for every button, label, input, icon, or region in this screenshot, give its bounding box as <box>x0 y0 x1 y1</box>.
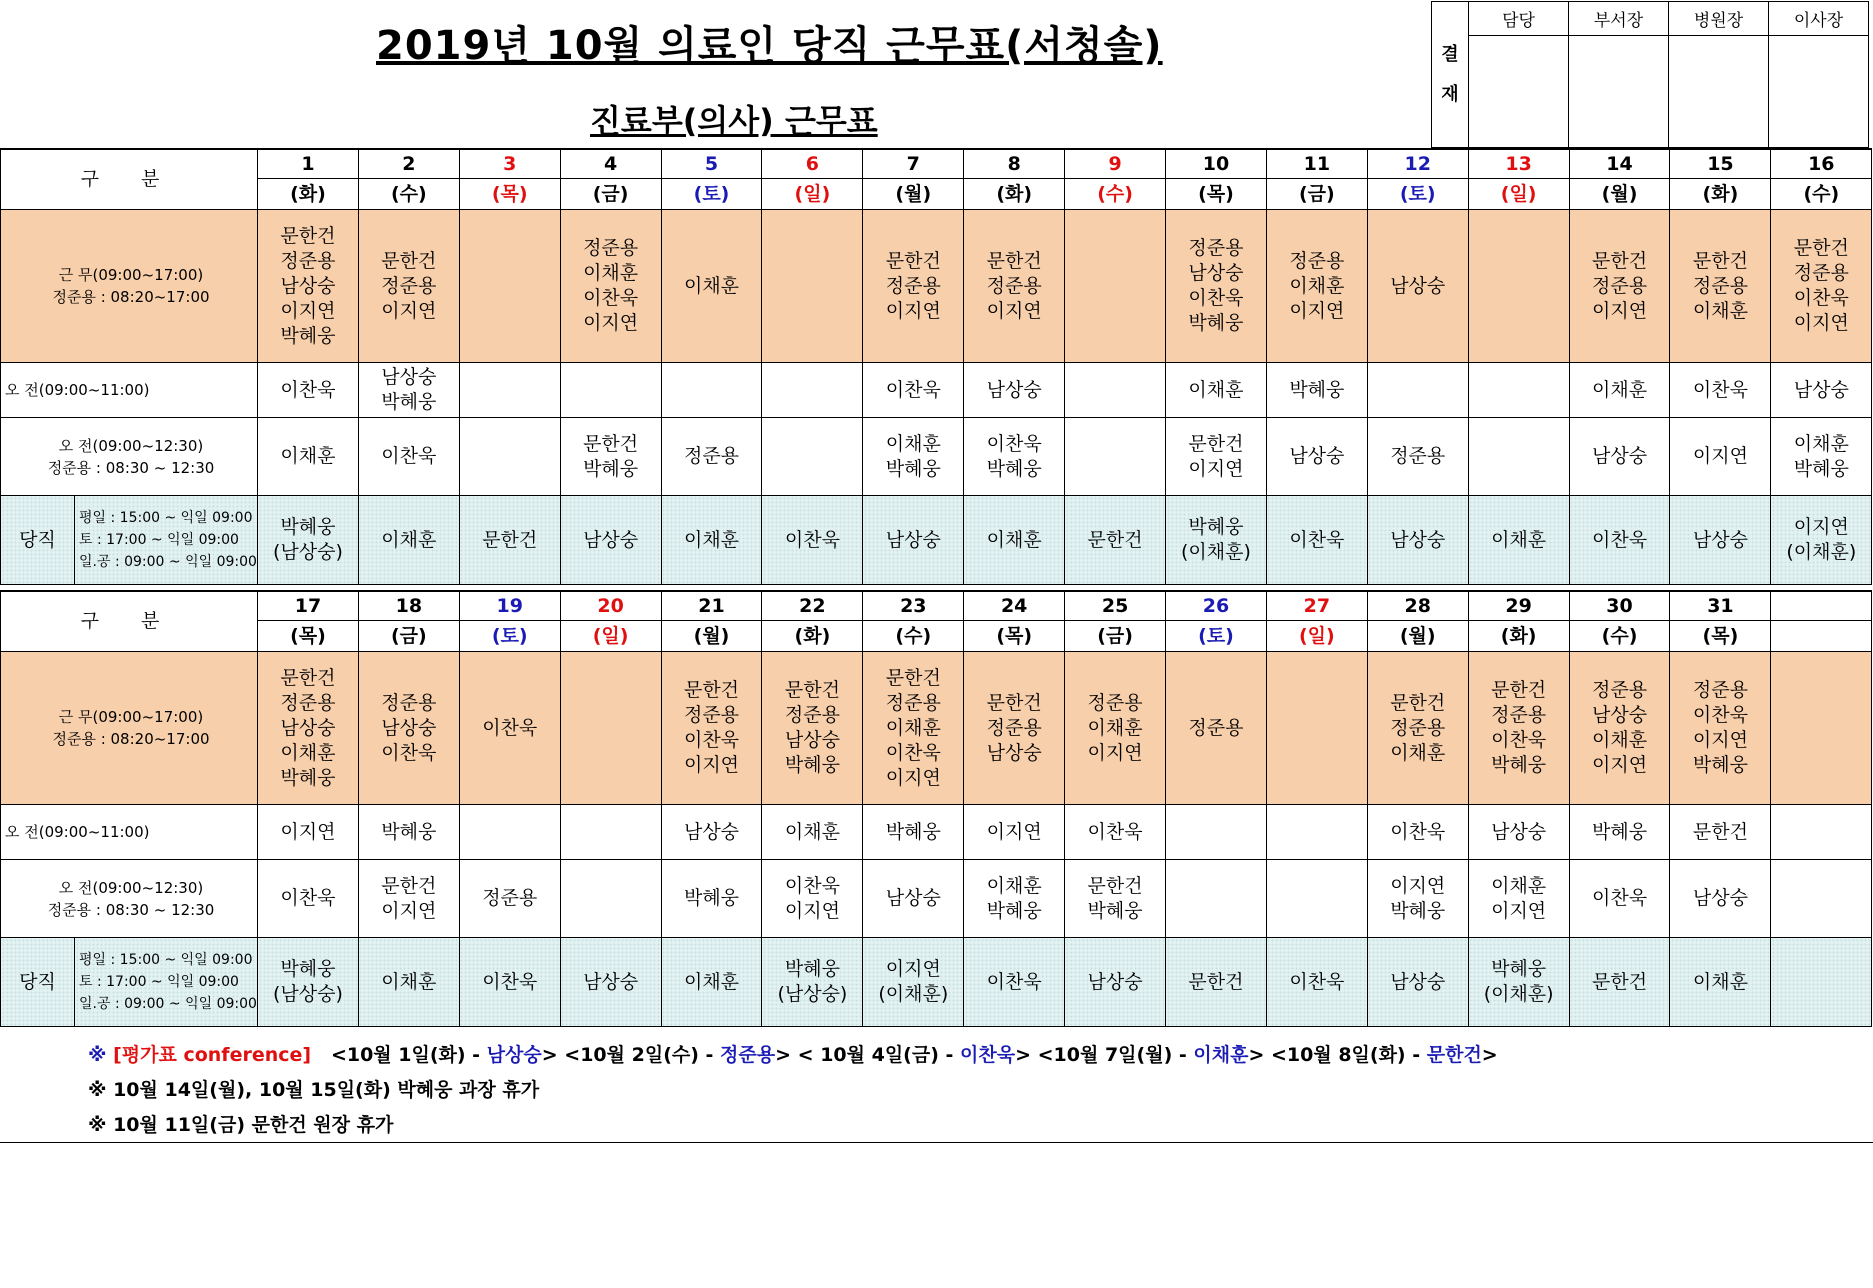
schedule-cell: 정준용 <box>459 860 560 938</box>
schedule-cell: 문한건 정준용 남상숭 이채훈 박혜웅 <box>258 652 359 805</box>
day-number: 22 <box>762 591 863 621</box>
day-of-week: (월) <box>661 621 762 652</box>
schedule-cell: 정준용 남상숭 이채훈 이지연 <box>1569 652 1670 805</box>
day-of-week: (수) <box>863 621 964 652</box>
day-number: 20 <box>560 591 661 621</box>
row-label-duty-time: 일.공 : 09:00 ~ 익일 09:00 <box>79 554 257 570</box>
approval-header: 부서장 <box>1569 2 1669 36</box>
schedule-cell <box>1065 363 1166 418</box>
day-of-week: (일) <box>1266 621 1367 652</box>
note-conference-date: <10월 2일(수) - <box>564 1044 721 1066</box>
note-vacation-2: ※ 10월 11일(금) 문한건 원장 휴가 <box>88 1114 394 1136</box>
duty-cell: 남상숭 <box>1065 938 1166 1027</box>
schedule-cell: 문한건 정준용 이지연 <box>358 210 459 363</box>
note-conference-name: 이찬욱 <box>960 1044 1016 1066</box>
schedule-cell: 문한건 정준용 남상숭 박혜웅 <box>762 652 863 805</box>
approval-label <box>1432 2 1469 148</box>
day-of-week: (수) <box>1065 179 1166 210</box>
schedule-cell <box>459 805 560 860</box>
day-of-week <box>1771 621 1872 652</box>
schedule-cell: 이채훈 <box>762 805 863 860</box>
day-number: 29 <box>1468 591 1569 621</box>
note-conference-name: 남상숭 <box>486 1044 542 1066</box>
day-of-week: (월) <box>1569 179 1670 210</box>
schedule-cell: 남상숭 <box>1670 860 1771 938</box>
schedule-cell: 이채훈 <box>661 210 762 363</box>
schedule-cell: 이지연 <box>1670 418 1771 496</box>
duty-cell: 이채훈 <box>661 496 762 585</box>
duty-cell: 이찬욱 <box>762 496 863 585</box>
note-conference-date: <10월 1일(화) - <box>330 1044 487 1066</box>
page-subtitle: 진료부(의사) 근무표 <box>590 102 878 140</box>
schedule-cell: 이찬욱 <box>1670 363 1771 418</box>
schedule-week-2 <box>0 590 1872 1027</box>
day-of-week: (일) <box>1468 179 1569 210</box>
day-number: 13 <box>1468 149 1569 179</box>
duty-cell: 이찬욱 <box>1266 938 1367 1027</box>
day-number: 2 <box>358 149 459 179</box>
schedule-cell: 이찬욱 <box>1065 805 1166 860</box>
schedule-cell: 박혜웅 <box>1266 363 1367 418</box>
note-conference-date: < 10월 4일(금) - <box>797 1044 961 1066</box>
duty-cell: 이찬욱 <box>964 938 1065 1027</box>
row-label-work-sub: 정준용 : 08:20~17:00 <box>52 288 210 306</box>
duty-cell: 이찬욱 <box>459 938 560 1027</box>
day-of-week: (화) <box>258 179 359 210</box>
day-of-week: (화) <box>1468 621 1569 652</box>
schedule-week-1 <box>0 148 1872 585</box>
schedule-cell: 이채훈 박혜웅 <box>1771 418 1872 496</box>
duty-cell: 문한건 <box>459 496 560 585</box>
duty-cell: 이채훈 <box>1670 938 1771 1027</box>
schedule-cell: 문한건 정준용 이채훈 <box>1670 210 1771 363</box>
duty-cell: 문한건 <box>1065 496 1166 585</box>
day-number: 11 <box>1266 149 1367 179</box>
day-of-week: (화) <box>1670 179 1771 210</box>
schedule-cell: 이찬욱 <box>258 860 359 938</box>
row-label-duty-times <box>75 938 258 1027</box>
schedule-cell <box>1771 805 1872 860</box>
schedule-cell: 박혜웅 <box>661 860 762 938</box>
schedule-cell: 정준용 <box>1367 418 1468 496</box>
row-label-duty-time: 평일 : 15:00 ~ 익일 09:00 <box>79 952 253 968</box>
schedule-cell: 남상숭 <box>1771 363 1872 418</box>
schedule-cell: 정준용 이채훈 이지연 <box>1065 652 1166 805</box>
schedule-cell <box>1771 860 1872 938</box>
day-of-week: (일) <box>762 179 863 210</box>
day-number: 21 <box>661 591 762 621</box>
day-number: 5 <box>661 149 762 179</box>
schedule-cell: 정준용 이찬욱 이지연 박혜웅 <box>1670 652 1771 805</box>
day-number: 30 <box>1569 591 1670 621</box>
row-label-am2 <box>1 418 258 496</box>
schedule-cell: 문한건 정준용 이지연 <box>1569 210 1670 363</box>
duty-cell: 박혜웅 (남상숭) <box>258 496 359 585</box>
schedule-cell <box>1367 363 1468 418</box>
duty-cell: 문한건 <box>1569 938 1670 1027</box>
duty-cell: 이채훈 <box>964 496 1065 585</box>
note-conference <box>88 1040 1498 1067</box>
row-label-duty-time: 일.공 : 09:00 ~ 익일 09:00 <box>79 996 257 1012</box>
schedule-cell: 이찬욱 <box>1569 860 1670 938</box>
schedule-cell <box>1065 210 1166 363</box>
day-number: 3 <box>459 149 560 179</box>
day-number: 31 <box>1670 591 1771 621</box>
schedule-cell: 문한건 박혜웅 <box>560 418 661 496</box>
approval-label-bottom: 재 <box>1441 83 1459 105</box>
schedule-cell: 이찬욱 <box>1367 805 1468 860</box>
schedule-cell: 남상숭 <box>863 860 964 938</box>
duty-cell: 남상숭 <box>1670 496 1771 585</box>
schedule-cell: 이채훈 이지연 <box>1468 860 1569 938</box>
schedule-cell: 이채훈 박혜웅 <box>964 860 1065 938</box>
duty-cell: 이채훈 <box>358 496 459 585</box>
page-title: 2019년 10월 의료인 당직 근무표(서청솔) <box>376 23 1163 69</box>
row-label-duty: 당직 <box>1 496 75 585</box>
schedule-cell: 정준용 남상숭 이찬욱 <box>358 652 459 805</box>
schedule-cell: 정준용 <box>661 418 762 496</box>
schedule-cell <box>762 210 863 363</box>
day-number: 14 <box>1569 149 1670 179</box>
note-vacation-1: ※ 10월 14일(월), 10월 15일(화) 박혜웅 과장 휴가 <box>88 1079 540 1101</box>
approval-signature-cell[interactable] <box>1769 36 1869 148</box>
approval-header: 담당 <box>1469 2 1569 36</box>
schedule-cell <box>661 363 762 418</box>
schedule-cell: 이찬욱 <box>258 363 359 418</box>
day-of-week: (화) <box>762 621 863 652</box>
schedule-cell: 이채훈 <box>258 418 359 496</box>
row-label-work-main: 근 무(09:00~17:00) <box>58 708 204 726</box>
day-number: 6 <box>762 149 863 179</box>
schedule-cell <box>459 363 560 418</box>
day-of-week: (목) <box>459 179 560 210</box>
day-of-week: (월) <box>1367 621 1468 652</box>
duty-cell: 박혜웅 (남상숭) <box>762 938 863 1027</box>
approval-signature-cell[interactable] <box>1669 36 1769 148</box>
note-conference-name: 정준용 <box>720 1044 776 1066</box>
schedule-cell: 남상숭 <box>964 363 1065 418</box>
schedule-cell: 박혜웅 <box>863 805 964 860</box>
schedule-cell: 문한건 정준용 이채훈 <box>1367 652 1468 805</box>
day-number: 19 <box>459 591 560 621</box>
duty-cell: 박혜웅 (이채훈) <box>1468 938 1569 1027</box>
day-number: 7 <box>863 149 964 179</box>
row-label-am1-main: 오 전(09:00~11:00) <box>5 823 150 841</box>
duty-cell: 이찬욱 <box>1569 496 1670 585</box>
day-of-week: (목) <box>964 621 1065 652</box>
schedule-cell <box>1166 860 1267 938</box>
duty-cell: 이지연 (이채훈) <box>863 938 964 1027</box>
day-of-week: (목) <box>1166 179 1267 210</box>
day-of-week: (금) <box>358 621 459 652</box>
day-of-week: (금) <box>1065 621 1166 652</box>
schedule-cell: 문한건 이지연 <box>358 860 459 938</box>
duty-cell: 남상숭 <box>560 938 661 1027</box>
note-conference-close: > <box>775 1044 792 1066</box>
schedule-cell: 문한건 정준용 남상숭 이지연 박혜웅 <box>258 210 359 363</box>
day-number: 25 <box>1065 591 1166 621</box>
row-label-am1-main: 오 전(09:00~11:00) <box>5 381 150 399</box>
row-label-duty: 당직 <box>1 938 75 1027</box>
schedule-cell: 이찬욱 <box>358 418 459 496</box>
day-of-week: (월) <box>863 179 964 210</box>
day-of-week: (일) <box>560 621 661 652</box>
schedule-cell: 이찬욱 박혜웅 <box>964 418 1065 496</box>
schedule-cell <box>1266 652 1367 805</box>
schedule-cell <box>1065 418 1166 496</box>
row-label-duty-time: 토 : 17:00 ~ 익일 09:00 <box>79 974 239 990</box>
schedule-cell <box>560 805 661 860</box>
day-of-week: (금) <box>1266 179 1367 210</box>
day-number: 4 <box>560 149 661 179</box>
row-label-duty-time: 평일 : 15:00 ~ 익일 09:00 <box>79 510 253 526</box>
duty-cell: 남상숭 <box>1367 938 1468 1027</box>
schedule-cell: 문한건 정준용 이지연 <box>964 210 1065 363</box>
day-number: 26 <box>1166 591 1267 621</box>
schedule-cell: 정준용 이채훈 이찬욱 이지연 <box>560 210 661 363</box>
schedule-cell <box>459 418 560 496</box>
day-number: 16 <box>1771 149 1872 179</box>
row-label-work <box>1 210 258 363</box>
schedule-cell: 문한건 박혜웅 <box>1065 860 1166 938</box>
duty-cell: 이채훈 <box>1468 496 1569 585</box>
schedule-cell: 정준용 남상숭 이찬욱 박혜웅 <box>1166 210 1267 363</box>
duty-cell: 박혜웅 (이채훈) <box>1166 496 1267 585</box>
approval-header: 병원장 <box>1669 2 1769 36</box>
note-conference-date: <10월 8일(화) - <box>1270 1044 1427 1066</box>
bottom-divider <box>0 1142 1873 1143</box>
duty-cell: 남상숭 <box>1367 496 1468 585</box>
day-of-week: (토) <box>1367 179 1468 210</box>
schedule-cell: 남상숭 박혜웅 <box>358 363 459 418</box>
note-conference-name: 문한건 <box>1426 1044 1482 1066</box>
note-conference-close: > <box>541 1044 558 1066</box>
schedule-cell <box>1468 210 1569 363</box>
day-of-week: (수) <box>358 179 459 210</box>
schedule-cell: 이지연 <box>258 805 359 860</box>
schedule-cell <box>560 860 661 938</box>
approval-signature-cell[interactable] <box>1469 36 1569 148</box>
schedule-cell: 문한건 정준용 이채훈 이찬욱 이지연 <box>863 652 964 805</box>
day-of-week: (목) <box>258 621 359 652</box>
day-number: 1 <box>258 149 359 179</box>
schedule-cell: 문한건 정준용 이찬욱 이지연 <box>661 652 762 805</box>
schedule-cell: 문한건 <box>1670 805 1771 860</box>
row-label-am2-sub: 정준용 : 08:30 ~ 12:30 <box>47 900 215 919</box>
schedule-cell <box>762 418 863 496</box>
duty-cell: 남상숭 <box>560 496 661 585</box>
schedule-cell <box>1468 363 1569 418</box>
duty-cell: 박혜웅 (남상숭) <box>258 938 359 1027</box>
row-label-gubun: 구 분 <box>1 149 258 210</box>
schedule-cell: 이채훈 <box>1166 363 1267 418</box>
approval-box <box>1431 1 1869 148</box>
row-label-duty-time: 토 : 17:00 ~ 익일 09:00 <box>79 532 239 548</box>
row-label-am2-main: 오 전(09:00~12:30) <box>58 878 204 897</box>
note-conference-label: [평가표 conference] <box>113 1044 312 1066</box>
day-number: 9 <box>1065 149 1166 179</box>
schedule-cell: 이지연 <box>964 805 1065 860</box>
schedule-cell <box>1468 418 1569 496</box>
duty-cell: 이채훈 <box>358 938 459 1027</box>
duty-cell: 남상숭 <box>863 496 964 585</box>
day-of-week: (토) <box>661 179 762 210</box>
schedule-cell: 정준용 <box>1166 652 1267 805</box>
schedule-cell <box>1166 805 1267 860</box>
day-number: 18 <box>358 591 459 621</box>
schedule-cell: 이찬욱 이지연 <box>762 860 863 938</box>
schedule-cell <box>560 652 661 805</box>
schedule-cell: 남상숭 <box>1569 418 1670 496</box>
duty-cell <box>1771 938 1872 1027</box>
day-of-week: (토) <box>459 621 560 652</box>
note-conference-close: > <box>1481 1044 1498 1066</box>
schedule-cell: 박혜웅 <box>358 805 459 860</box>
note-mark: ※ <box>88 1044 114 1066</box>
schedule-cell: 남상숭 <box>1468 805 1569 860</box>
schedule-cell: 이채훈 박혜웅 <box>863 418 964 496</box>
schedule-cell: 문한건 이지연 <box>1166 418 1267 496</box>
note-conference-close: > <box>1248 1044 1265 1066</box>
row-label-am2 <box>1 860 258 938</box>
schedule-cell <box>1771 652 1872 805</box>
duty-cell: 이채훈 <box>661 938 762 1027</box>
approval-label-top: 결 <box>1441 43 1459 65</box>
day-of-week: (목) <box>1670 621 1771 652</box>
day-of-week: (토) <box>1166 621 1267 652</box>
row-label-am2-main: 오 전(09:00~12:30) <box>58 436 204 455</box>
day-number: 15 <box>1670 149 1771 179</box>
day-of-week: (금) <box>560 179 661 210</box>
row-label-am1 <box>1 805 258 860</box>
schedule-cell: 이채훈 <box>1569 363 1670 418</box>
schedule-cell: 문한건 정준용 이찬욱 이지연 <box>1771 210 1872 363</box>
day-number: 8 <box>964 149 1065 179</box>
row-label-duty-times <box>75 496 258 585</box>
schedule-cell: 정준용 이채훈 이지연 <box>1266 210 1367 363</box>
row-label-work-main: 근 무(09:00~17:00) <box>58 266 204 284</box>
day-number: 17 <box>258 591 359 621</box>
schedule-cell: 이지연 박혜웅 <box>1367 860 1468 938</box>
note-conference-close: > <box>1015 1044 1031 1066</box>
day-of-week: (화) <box>964 179 1065 210</box>
schedule-cell: 문한건 정준용 남상숭 <box>964 652 1065 805</box>
note-conference-date: <10월 7일(월) - <box>1037 1044 1194 1066</box>
row-label-gubun: 구 분 <box>1 591 258 652</box>
schedule-cell: 남상숭 <box>1266 418 1367 496</box>
schedule-cell <box>1266 805 1367 860</box>
duty-cell: 문한건 <box>1166 938 1267 1027</box>
schedule-cell: 문한건 정준용 이지연 <box>863 210 964 363</box>
approval-signature-cell[interactable] <box>1569 36 1669 148</box>
note-conference-items <box>331 1044 1498 1066</box>
duty-cell: 이지연 (이채훈) <box>1771 496 1872 585</box>
row-label-work-sub: 정준용 : 08:20~17:00 <box>52 730 210 748</box>
day-number: 23 <box>863 591 964 621</box>
day-number: 28 <box>1367 591 1468 621</box>
day-number: 27 <box>1266 591 1367 621</box>
approval-header: 이사장 <box>1769 2 1869 36</box>
note-conference-name: 이채훈 <box>1193 1044 1249 1066</box>
schedule-cell <box>560 363 661 418</box>
schedule-cell: 남상숭 <box>661 805 762 860</box>
schedule-cell <box>459 210 560 363</box>
schedule-cell: 이찬욱 <box>863 363 964 418</box>
schedule-cell: 이찬욱 <box>459 652 560 805</box>
day-number: 24 <box>964 591 1065 621</box>
schedule-cell: 남상숭 <box>1367 210 1468 363</box>
schedule-cell <box>1266 860 1367 938</box>
day-number: 12 <box>1367 149 1468 179</box>
day-of-week: (수) <box>1771 179 1872 210</box>
day-number: 10 <box>1166 149 1267 179</box>
row-label-am1 <box>1 363 258 418</box>
day-of-week: (수) <box>1569 621 1670 652</box>
row-label-am2-sub: 정준용 : 08:30 ~ 12:30 <box>47 458 215 477</box>
row-label-work <box>1 652 258 805</box>
day-number <box>1771 591 1872 621</box>
schedule-cell: 박혜웅 <box>1569 805 1670 860</box>
duty-cell: 이찬욱 <box>1266 496 1367 585</box>
schedule-cell: 문한건 정준용 이찬욱 박혜웅 <box>1468 652 1569 805</box>
schedule-cell <box>762 363 863 418</box>
